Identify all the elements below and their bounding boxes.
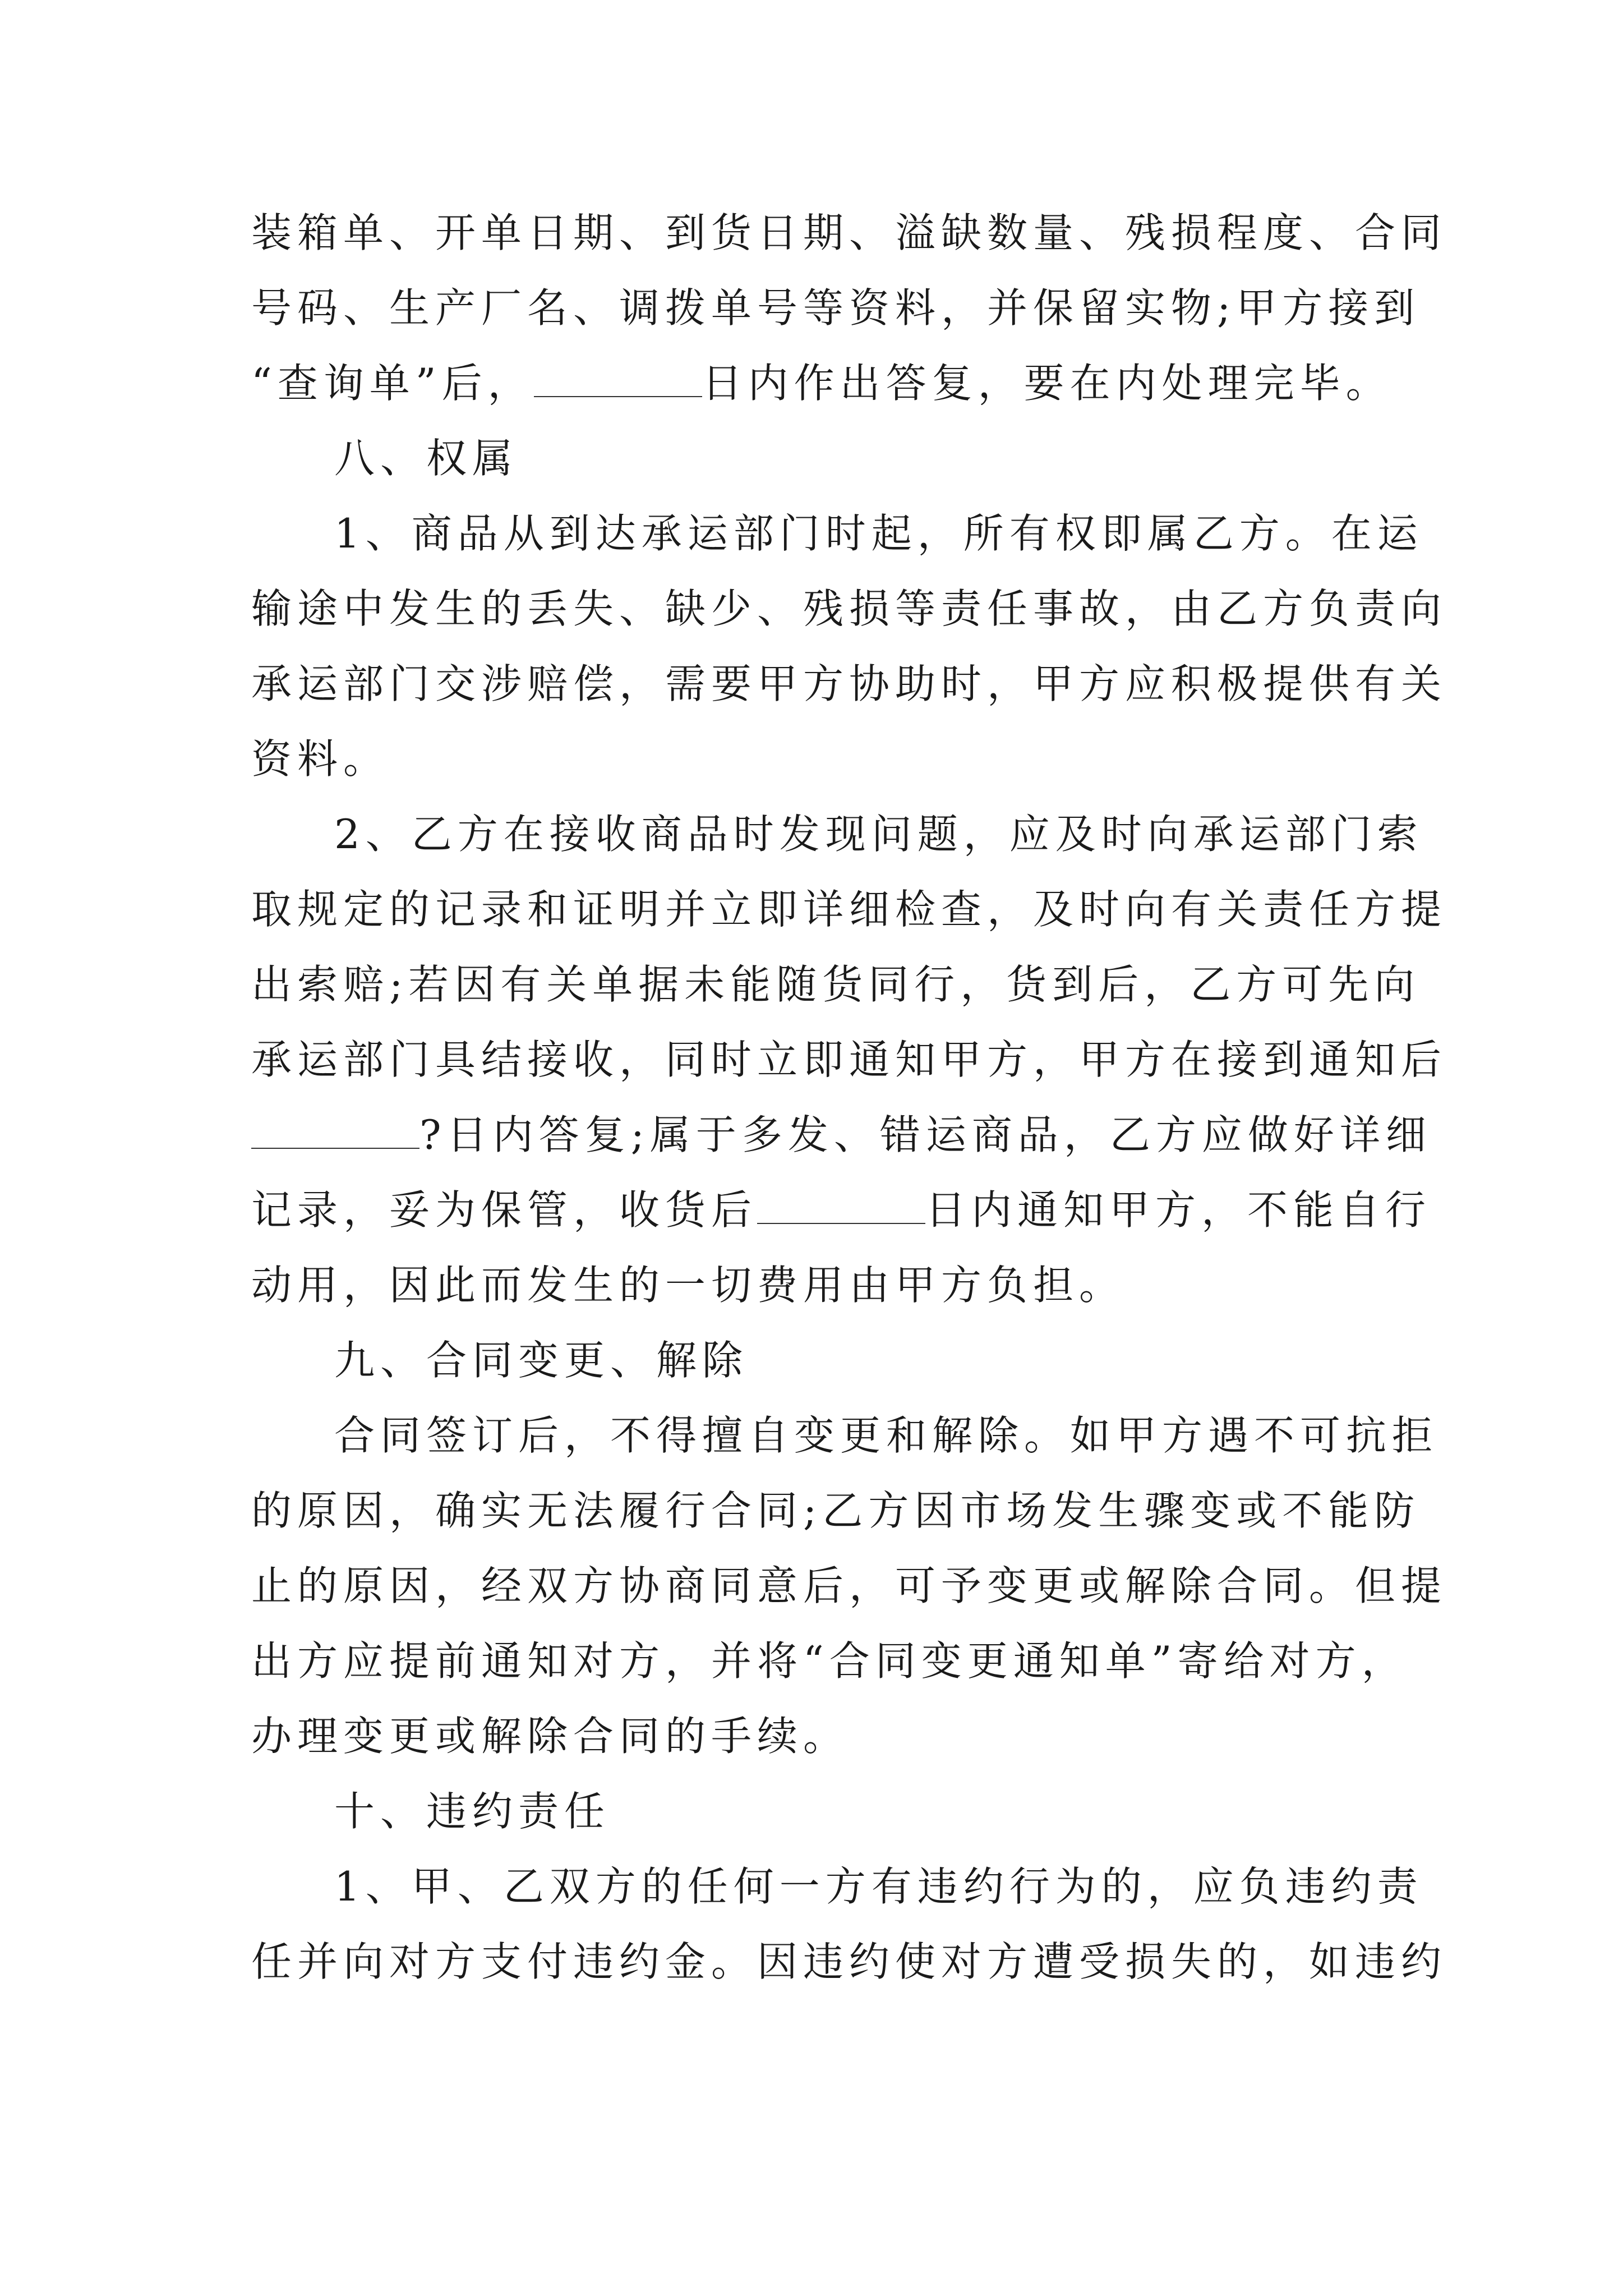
fill-in-blank <box>534 362 702 397</box>
body-line: 任并向对方支付违约金。因违约使对方遭受损失的，如违约 <box>251 1938 1447 1985</box>
body-line: 办理变更或解除合同的手续。 <box>251 1713 850 1760</box>
line-text: ?日内答复;属于多发、错运商品，乙方应做好详细 <box>419 1111 1432 1158</box>
body-line: 1、商品从到达承运部门时起，所有权即属乙方。在运 <box>334 510 1423 557</box>
body-line: 出方应提前通知对方，并将“合同变更通知单”寄给对方， <box>251 1637 1408 1685</box>
body-line: 的原因，确实无法履行合同;乙方因市场发生骤变或不能防 <box>251 1487 1421 1534</box>
body-line <box>251 1110 1432 1160</box>
line-text: 日内通知甲方，不能自行 <box>925 1186 1432 1234</box>
line-text: 记录，妥为保管，收货后 <box>251 1186 758 1234</box>
body-line: 装箱单、开单日期、到货日期、溢缺数量、残损程度、合同 <box>251 209 1447 256</box>
body-line: 止的原因，经双方协商同意后，可予变更或解除合同。但提 <box>251 1562 1447 1609</box>
body-line: 承运部门具结接收，同时立即通知甲方，甲方在接到通知后 <box>251 1036 1447 1083</box>
section-heading: 九、合同变更、解除 <box>334 1337 749 1384</box>
body-line: 输途中发生的丢失、缺少、残损等责任事故，由乙方负责向 <box>251 585 1447 632</box>
body-line: 合同签订后，不得擅自变更和解除。如甲方遇不可抗拒 <box>334 1412 1438 1459</box>
body-line <box>251 358 1392 408</box>
fill-in-blank <box>251 1114 419 1149</box>
body-line: 号码、生产厂名、调拨单号等资料，并保留实物;甲方接到 <box>251 284 1421 332</box>
body-line <box>251 1185 1431 1235</box>
line-text: 日内作出答复，要在内处理完毕。 <box>702 360 1392 407</box>
body-line: 承运部门交涉赔偿，需要甲方协助时，甲方应积极提供有关 <box>251 660 1447 707</box>
section-heading: 八、权属 <box>334 435 519 482</box>
body-line: 取规定的记录和证明并立即详细检查，及时向有关责任方提 <box>251 886 1447 933</box>
section-heading: 十、违约责任 <box>334 1788 611 1835</box>
body-line: 2、乙方在接收商品时发现问题，应及时向承运部门索 <box>334 811 1423 858</box>
fill-in-blank <box>757 1189 925 1224</box>
line-text: “查询单”后， <box>251 360 534 407</box>
body-line: 资料。 <box>251 735 390 783</box>
body-line: 动用，因此而发生的一切费用由甲方负担。 <box>251 1262 1126 1309</box>
body-line: 1、甲、乙双方的任何一方有违约行为的，应负违约责 <box>334 1863 1423 1910</box>
body-line: 出索赔;若因有关单据未能随货同行，货到后，乙方可先向 <box>251 961 1421 1008</box>
